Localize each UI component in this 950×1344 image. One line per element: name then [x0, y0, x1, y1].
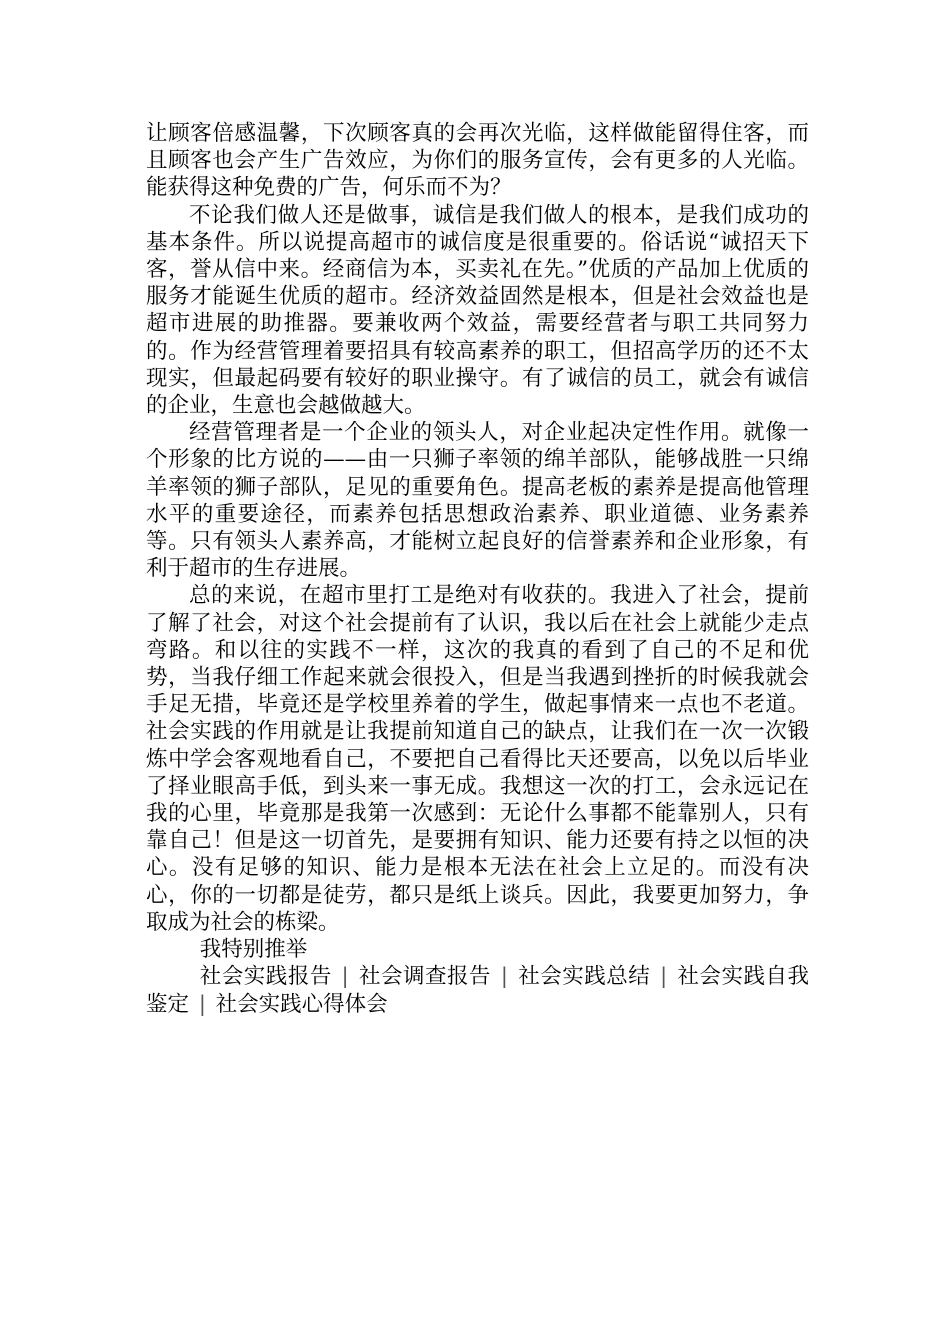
link-separator: | [659, 964, 668, 990]
link-separator: | [500, 964, 508, 990]
link-separator: | [341, 964, 349, 990]
link-separator: | [198, 991, 206, 1017]
paragraph-2: 不论我们做人还是做事，诚信是我们做人的根本，是我们成功的基本条件。所以说提高超市的诚信度是很重要的。俗话说“诚招天下客，誉从信中来。经商信为本，买卖礼在先。”优质的产品加上优质的服务才能诞生优质的超市。经济效益固然是根本，但是社会效益也是超市进展的助推器。要兼收两个效益，需要经营者与职工共同努力的。作为经营管理着要招具有较高素养的职工，但招高学历的还不太现实，但最起码要有较好的职业操守。有了诚信的员工，就会有诚信的企业，生意也会越做越大。 [146, 202, 809, 419]
recommend-links [146, 963, 809, 1017]
link-social-practice-report[interactable]: 社会实践报告 [199, 964, 332, 990]
link-social-practice-summary[interactable]: 社会实践总结 [517, 964, 651, 990]
link-social-practice-self-appraisal[interactable]: 社会实践自我鉴定 [146, 964, 809, 1017]
paragraph-1: 让顾客倍感温馨，下次顾客真的会再次光临，这样做能留得住客，而且顾客也会产生广告效应，为你们的服务宣传，会有更多的人光临。能获得这种免费的广告，何乐而不为？ [146, 121, 809, 201]
link-social-practice-reflections[interactable]: 社会实践心得体会 [215, 991, 388, 1017]
document-page [146, 120, 809, 1018]
paragraph-3: 经营管理者是一个企业的领头人，对企业起决定性作用。就像一个形象的比方说的——由一只狮子率领的绵羊部队，能够战胜一只绵羊率领的狮子部队，足见的重要角色。提高老板的素养是提高他管理水平的重要途径，而素养包括思想政治素养、职业道德、业务素养等。只有领头人素养高，才能树立起良好的信誉素养和企业形象，有利于超市的生存进展。 [146, 420, 809, 582]
paragraph-4: 总的来说，在超市里打工是绝对有收获的。我进入了社会，提前了解了社会，对这个社会提前有了认识，我以后在社会上就能少走点弯路。和以往的实践不一样，这次的我真的看到了自己的不足和优势，当我仔细工作起来就会很投入，但是当我遇到挫折的时候我就会手足无措，毕竟还是学校里养着的学生，做起事情来一点也不老道。社会实践的作用就是让我提前知道自己的缺点，让我们在一次一次锻炼中学会客观地看自己，不要把自己看得比天还要高，以免以后毕业了择业眼高手低，到头来一事无成。我想这一次的打工，会永远记在我的心里，毕竟那是我第一次感到：无论什么事都不能靠别人，只有靠自己！但是这一切首先，是要拥有知识、能力还要有持之以恒的决心。没有足够的知识、能力是根本无法在社会上立足的。而没有决心，你的一切都是徒劳，都只是纸上谈兵。因此，我要更加努力，争取成为社会的栋梁。 [146, 583, 809, 935]
link-social-survey-report[interactable]: 社会调查报告 [358, 964, 492, 990]
recommend-title: 我特别推举 [199, 937, 308, 963]
